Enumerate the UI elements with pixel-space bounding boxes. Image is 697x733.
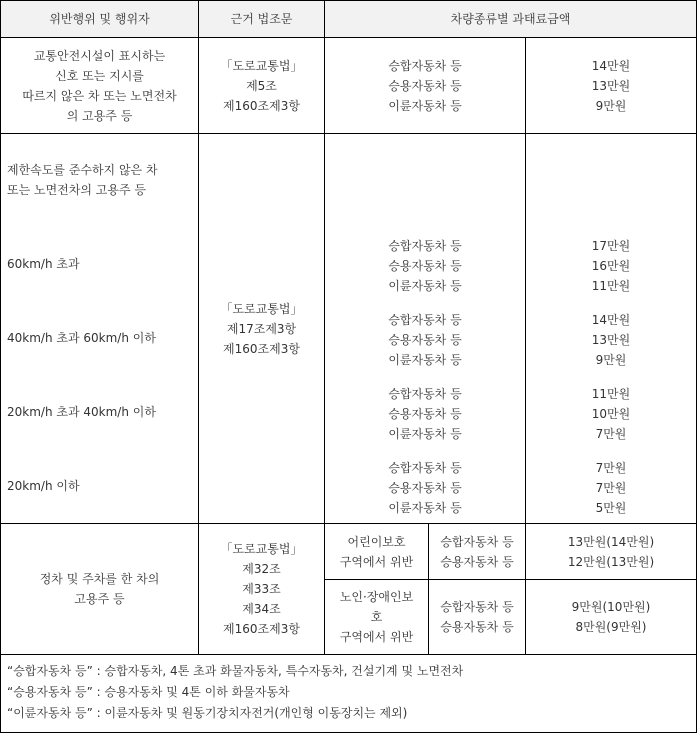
vehicle-type: 승합자동차 등 <box>440 534 514 549</box>
vehicle-type: 이륜자동차 등 <box>388 501 462 515</box>
speed-band-label: 40km/h 초과 60km/h 이하 <box>7 331 156 345</box>
signal-violation <box>1 38 199 134</box>
fine-amount: 9만원(10만원) <box>571 600 651 614</box>
fine-amount: 8만원(9만원) <box>575 620 647 634</box>
parking-law-line: 제160조제3항 <box>223 622 300 636</box>
header-amount: 차량종류별 과태료금액 <box>325 1 697 38</box>
vehicle-type: 승용자동차 등 <box>440 620 514 634</box>
speed-vehicles <box>325 134 526 524</box>
zone-child-vehicles <box>429 524 526 580</box>
speed-violation <box>1 134 199 524</box>
zone-line: 구역에서 위반 <box>339 630 414 644</box>
row-parking-child-zone <box>1 524 697 580</box>
signal-amounts <box>526 38 697 134</box>
vehicle-type: 승용자동차 등 <box>388 333 462 347</box>
fine-amount: 10만원 <box>591 407 631 421</box>
fine-amount: 7만원 <box>595 427 627 441</box>
speed-title-line: 또는 노면전차의 고용주 등 <box>7 183 146 197</box>
vehicle-type: 이륜자동차 등 <box>388 98 462 113</box>
parking-violation-line: 고용주 등 <box>74 592 125 606</box>
signal-law-line: 「도로교통법」 <box>220 58 303 73</box>
zone-child <box>325 524 429 580</box>
parking-violation <box>1 524 199 655</box>
fine-amount: 9만원 <box>595 98 627 113</box>
row-notes <box>1 655 697 733</box>
vehicle-type: 승합자동차 등 <box>388 58 462 73</box>
zone-child-amounts <box>526 524 697 580</box>
fine-amount: 13만원 <box>591 78 631 93</box>
fine-amount: 13만원(14만원) <box>567 534 655 549</box>
fine-amount: 14만원 <box>591 313 631 327</box>
zone-elder-amounts <box>526 580 697 655</box>
speed-title-line: 제한속도를 준수하지 않은 차 <box>7 163 158 177</box>
speed-band-label: 20km/h 초과 40km/h 이하 <box>7 405 156 419</box>
vehicle-type: 이륜자동차 등 <box>388 427 462 441</box>
fine-amount: 13만원 <box>591 333 631 347</box>
zone-line: 호 <box>370 610 383 624</box>
fine-amount: 17만원 <box>591 239 631 253</box>
speed-band-label: 60km/h 초과 <box>7 257 80 271</box>
signal-violation-line: 의 고용주 등 <box>66 108 133 123</box>
zone-elder-vehicles <box>429 580 526 655</box>
note-line: “승용자동차 등” : 승용자동차 및 4톤 이하 화물자동차 <box>7 685 290 699</box>
notes-cell <box>1 655 697 733</box>
row-speed <box>1 134 697 524</box>
fine-amount: 12만원(13만원) <box>567 554 655 569</box>
signal-law-line: 제5조 <box>246 78 277 93</box>
parking-law-line: 제33조 <box>242 582 281 596</box>
vehicle-type: 승합자동차 등 <box>388 239 462 253</box>
fine-amount: 7만원 <box>595 461 627 475</box>
signal-violation-line: 교통안전시설이 표시하는 <box>33 48 166 63</box>
signal-law-line: 제160조제3항 <box>223 98 300 113</box>
signal-vehicles <box>325 38 526 134</box>
fine-amount: 7만원 <box>595 481 627 495</box>
speed-law-line: 제17조제3항 <box>226 321 297 336</box>
signal-violation-line: 신호 또는 지시를 <box>55 68 144 83</box>
zone-line: 어린이보호 <box>347 534 406 549</box>
vehicle-type: 승합자동차 등 <box>388 461 462 475</box>
zone-elder <box>325 580 429 655</box>
header-violation: 위반행위 및 행위자 <box>1 1 199 38</box>
vehicle-type: 승용자동차 등 <box>440 554 514 569</box>
note-line: “이륜자동차 등” : 이륜자동차 및 원동기장치자전거(개인형 이동장치는 제외) <box>7 706 408 720</box>
speed-amounts <box>526 134 697 524</box>
vehicle-type: 승합자동차 등 <box>388 387 462 401</box>
fine-amount: 11만원 <box>591 279 631 293</box>
zone-line: 구역에서 위반 <box>339 554 414 569</box>
vehicle-type: 승합자동차 등 <box>388 313 462 327</box>
vehicle-type: 승용자동차 등 <box>388 481 462 495</box>
vehicle-type: 승용자동차 등 <box>388 407 462 421</box>
speed-law <box>199 134 325 524</box>
header-row <box>1 1 697 38</box>
note-line: “승합자동차 등” : 승합자동차, 4톤 초과 화물자동차, 특수자동차, 건설기계 및 노면전차 <box>7 664 464 678</box>
vehicle-type: 승용자동차 등 <box>388 259 462 273</box>
speed-band-label: 20km/h 이하 <box>7 479 80 493</box>
speed-law-line: 「도로교통법」 <box>220 301 303 316</box>
signal-violation-line: 따르지 않은 차 또는 노면전차 <box>22 88 177 103</box>
parking-law-line: 제32조 <box>242 562 281 576</box>
vehicle-type: 승용자동차 등 <box>388 78 462 93</box>
vehicle-type: 이륜자동차 등 <box>388 279 462 293</box>
vehicle-type: 이륜자동차 등 <box>388 353 462 367</box>
vehicle-type: 승합자동차 등 <box>440 600 514 614</box>
header-law: 근거 법조문 <box>199 1 325 38</box>
speed-law-line: 제160조제3항 <box>223 341 300 356</box>
fine-amount: 5만원 <box>595 501 627 515</box>
parking-violation-line: 정차 및 주차를 한 차의 <box>39 572 160 586</box>
fine-amount: 14만원 <box>591 58 631 73</box>
zone-line: 노인·장애인보 <box>339 590 414 604</box>
parking-law <box>199 524 325 655</box>
fine-amount: 16만원 <box>591 259 631 273</box>
fine-amount: 11만원 <box>591 387 631 401</box>
parking-law-line: 제34조 <box>242 602 281 616</box>
row-signal <box>1 38 697 134</box>
signal-law <box>199 38 325 134</box>
fine-amount: 9만원 <box>595 353 627 367</box>
parking-law-line: 「도로교통법」 <box>220 542 303 556</box>
